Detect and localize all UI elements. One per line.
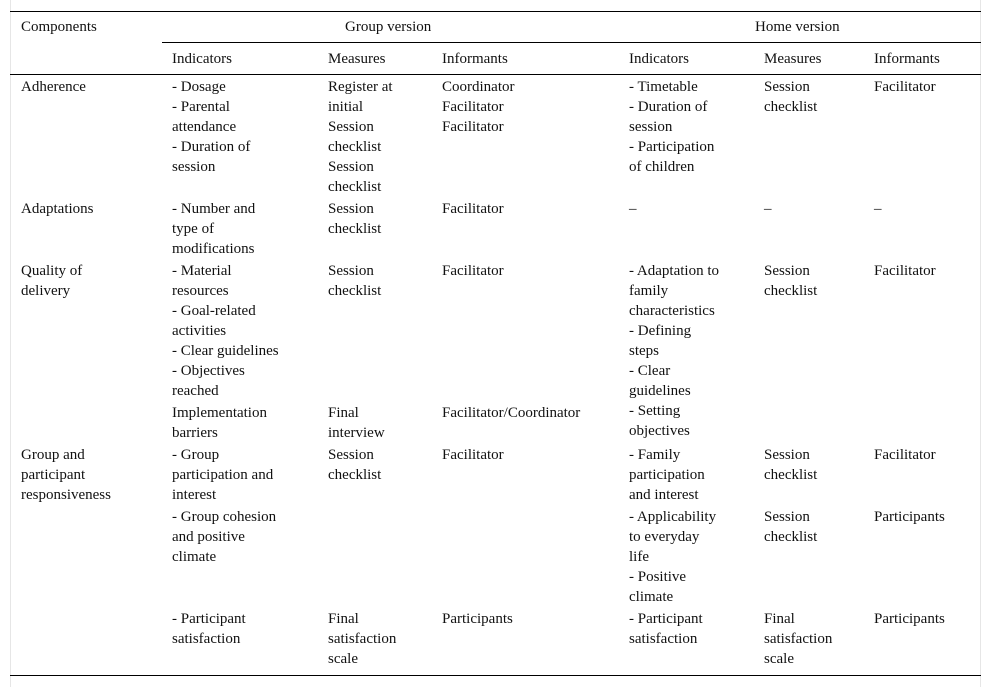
group-indicators-satisfaction: - Participant satisfaction — [172, 611, 246, 647]
home-informants-applicability: Participants — [874, 509, 945, 525]
header-home-indicators: Indicators — [629, 51, 689, 67]
home-indicators-satisfaction: - Participant satisfaction — [629, 611, 703, 647]
home-measures: Session checklist — [764, 79, 818, 115]
group-informants-barriers: Facilitator/Coordinator — [442, 405, 581, 421]
group-informants: Facilitator — [442, 201, 504, 217]
component-label: Adaptations — [21, 201, 94, 217]
group-informants: Facilitator — [442, 263, 504, 279]
group-informants: Coordinator Facilitator Facilitator — [442, 79, 515, 135]
component-label: Quality of delivery — [21, 263, 83, 299]
header-group-indicators: Indicators — [172, 51, 232, 67]
header-home-version: Home version — [755, 19, 840, 35]
home-informants: Facilitator — [874, 79, 936, 95]
home-measures: Session checklist — [764, 447, 818, 483]
home-informants: Facilitator — [874, 447, 936, 463]
group-indicators-barriers: Implementation barriers — [172, 405, 267, 441]
home-measures-satisfaction: Final satisfaction scale — [764, 611, 833, 667]
header-components: Components — [21, 19, 97, 35]
group-indicators: - Dosage - Parental attendance - Duration of session — [172, 79, 251, 175]
header-home-informants: Informants — [874, 51, 940, 67]
group-measures: Session checklist — [328, 447, 382, 483]
group-indicators: - Material resources - Goal-related activities - Clear guidelines - Objectives reached — [172, 263, 279, 399]
header-group-version: Group version — [345, 19, 432, 35]
group-informants-satisfaction: Participants — [442, 611, 513, 627]
home-measures-applicability: Session checklist — [764, 509, 818, 545]
header-group-informants: Informants — [442, 51, 508, 67]
home-indicators: - Timetable - Duration of session - Participation of children — [629, 79, 715, 175]
top-rule — [10, 11, 981, 12]
group-indicators: - Number and type of modifications — [172, 201, 256, 257]
header-home-measures: Measures — [764, 51, 822, 67]
group-informants: Facilitator — [442, 447, 504, 463]
header-rule — [10, 74, 981, 75]
component-label: Group and participant responsiveness — [21, 447, 111, 503]
home-measures: Session checklist — [764, 263, 818, 299]
home-indicators: – — [629, 201, 637, 217]
group-indicators-cohesion: - Group cohesion and positive climate — [172, 509, 277, 565]
home-indicators: - Family participation and interest — [629, 447, 705, 503]
home-informants-satisfaction: Participants — [874, 611, 945, 627]
home-measures: – — [764, 201, 772, 217]
home-indicators-applicability: - Applicability to everyday life - Positive climate — [629, 509, 717, 605]
group-measures-satisfaction: Final satisfaction scale — [328, 611, 397, 667]
header-group-measures: Measures — [328, 51, 386, 67]
home-indicators: - Adaptation to family characteristics - Defining steps - Clear guidelines - Setting objectives — [629, 263, 719, 439]
group-indicators: - Group participation and interest — [172, 447, 274, 503]
bottom-rule — [10, 675, 981, 676]
home-informants: – — [874, 201, 882, 217]
group-measures-barriers: Final interview — [328, 405, 385, 441]
component-label: Adherence — [21, 79, 86, 95]
group-rule — [162, 42, 981, 43]
group-measures: Register at initial Session checklist Session checklist — [328, 79, 393, 195]
group-measures: Session checklist — [328, 263, 382, 299]
group-measures: Session checklist — [328, 201, 382, 237]
home-informants: Facilitator — [874, 263, 936, 279]
